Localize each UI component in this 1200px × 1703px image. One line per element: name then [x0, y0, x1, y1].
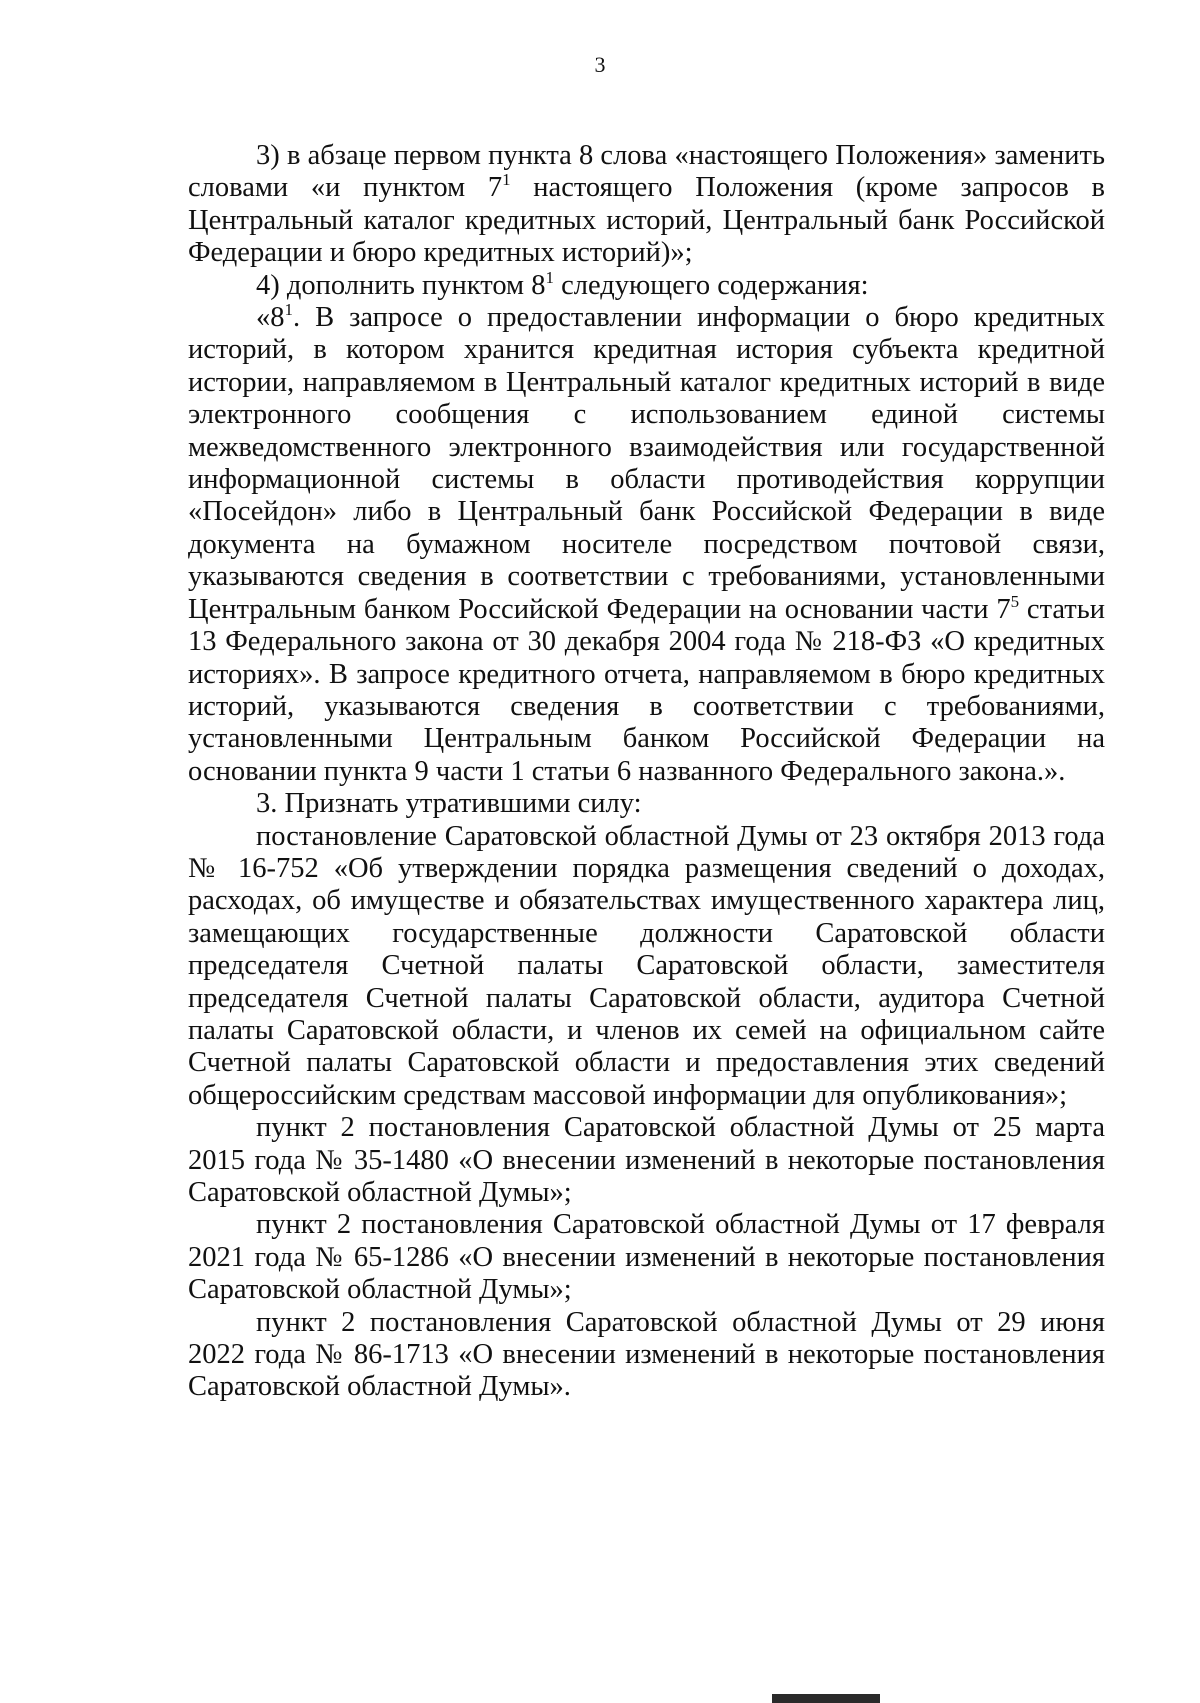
paragraph-5	[188, 821, 1105, 1113]
paragraph-text: постановление Саратовской областной Думы от 23 октября 2013 года № 16-752 «Об утверждении порядка размещения сведений о доходах, расходах, об имуществе и обязательствах имущественного характера лиц, замещающих государственные должности Саратовской области председателя Счетной палаты Саратовской области, заместителя председателя Счетной палаты Саратовской области, аудитора Счетной палаты Саратовской области, и членов их семей на официальном сайте Счетной палаты Саратовской области и предоставления этих сведений общероссийским средствам массовой информации для опубликования»;	[188, 820, 1105, 1111]
superscript: 1	[502, 170, 511, 190]
paragraph-7	[188, 1209, 1105, 1306]
paragraph-6	[188, 1112, 1105, 1209]
paragraph-8	[188, 1307, 1105, 1404]
paragraph-4	[188, 788, 1105, 820]
document-body	[188, 140, 1105, 1404]
paragraph-text: 4) дополнить пунктом 8	[256, 269, 546, 301]
paragraph-text: следующего содержания:	[553, 269, 869, 301]
paragraph-text: «8	[256, 302, 285, 334]
superscript: 1	[545, 267, 554, 287]
page-number: 3	[594, 52, 606, 77]
superscript: 5	[1010, 591, 1020, 611]
paragraph-text: пункт 2 постановления Саратовской областной Думы от 29 июня 2022 года № 86-1713 «О внесении изменений в некоторые постановления Саратовской областной Думы».	[188, 1306, 1105, 1403]
paragraph-text: 3. Признать утратившими силу:	[256, 788, 642, 820]
stamp-fragment	[772, 1694, 880, 1703]
paragraph-text: 3) в абзаце первом пункта 8 слова «настоящего Положения» заменить словами «и пунктом 7	[188, 140, 1105, 204]
paragraph-text: . В запросе о предоставлении информации о бюро кредитных историй, в котором хранится кредитная история субъекта кредитной истории, направляемом в Центральный каталог кредитных историй в виде электронного сообщения с использованием единой системы межведомственного электронного взаимодействия или государственной информационной системы в области противодействия коррупции «Посейдон» либо в Центральный банк Российской Федерации в виде документа на бумажном носителе посредством почтовой связи, указываются сведения в соответствии с требованиями, установленными Центральным банком Российской Федерации на основании части 7	[188, 302, 1105, 625]
paragraph-1	[188, 140, 1105, 270]
paragraph-3	[188, 302, 1105, 788]
paragraph-text: статьи 13 Федерального закона от 30 декабря 2004 года № 218-ФЗ «О кредитных историях». В запросе кредитного отчета, направляемом в бюро кредитных историй, указываются сведения в соответствии с требованиями, установленными Центральным банком Российской Федерации на основании пункта 9 части 1 статьи 6 названного Федерального закона.».	[188, 593, 1105, 787]
superscript: 1	[284, 300, 293, 320]
paragraph-2	[188, 267, 1105, 302]
paragraph-text: пункт 2 постановления Саратовской областной Думы от 25 марта 2015 года № 35-1480 «О внесении изменений в некоторые постановления Саратовской областной Думы»;	[188, 1112, 1105, 1208]
paragraph-text: настоящего Положения (кроме запросов в Центральный каталог кредитных историй, Центральный банк Российской Федерации и бюро кредитных историй)»;	[188, 172, 1105, 269]
paragraph-text: пункт 2 постановления Саратовской областной Думы от 17 февраля 2021 года № 65-1286 «О внесении изменений в некоторые постановления Саратовской областной Думы»;	[188, 1209, 1105, 1306]
